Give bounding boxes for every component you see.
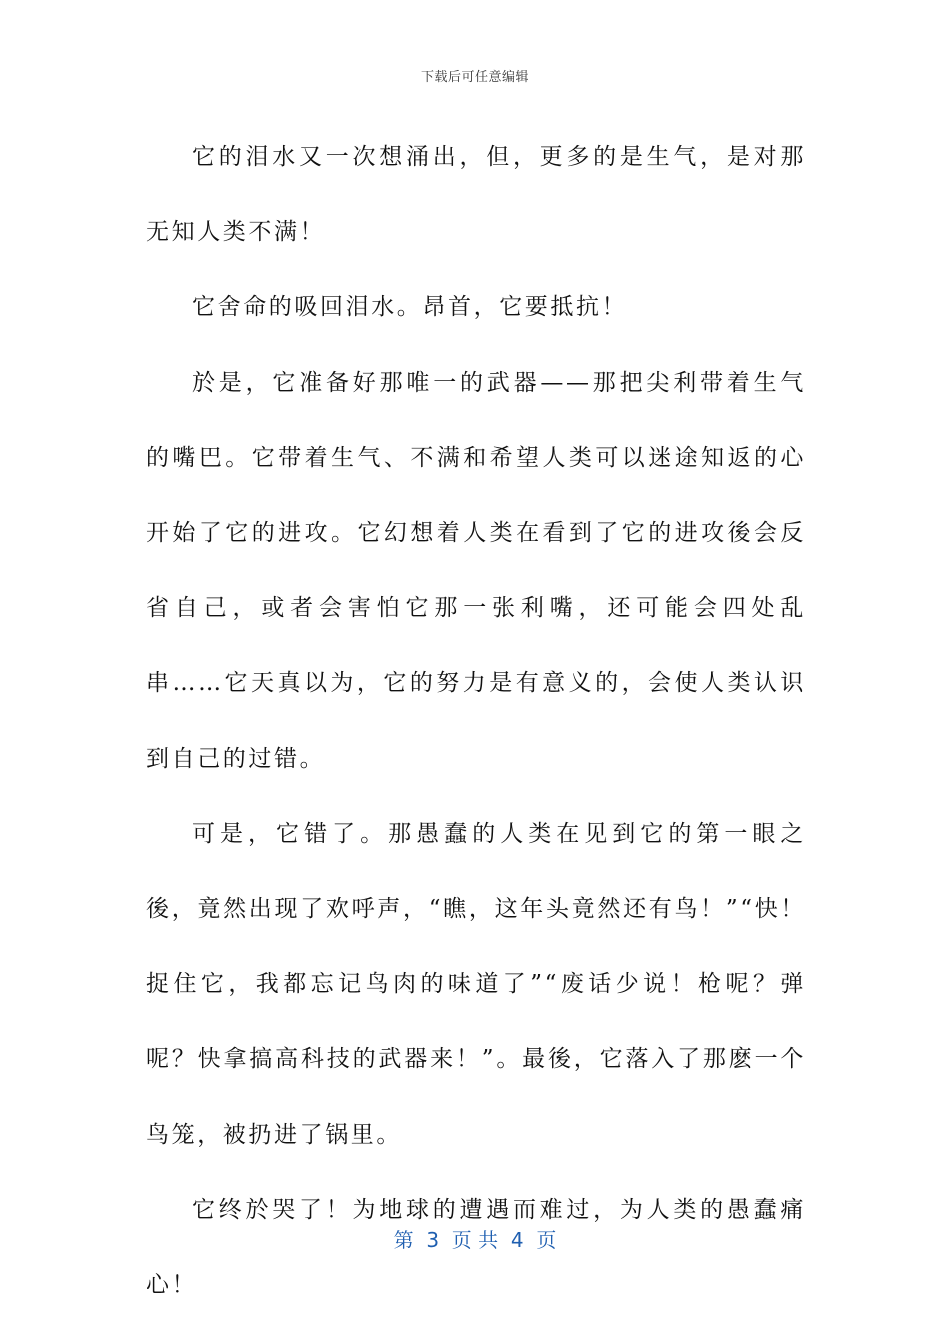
document-body [146,120,806,1323]
paragraph-4: 可是，它错了。那愚蠢的人类在见到它的第一眼之後，竟然出现了欢呼声，“瞧，这年头竟然还有鸟！”“快！捉住它，我都忘记鸟肉的味道了”“废话少说！枪呢？弹呢？快拿搞高科技的武器来！”。最後，它落入了那麽一个鸟笼，被扔进了锅里。 [146,820,806,1148]
paragraph-5: 它终於哭了！为地球的遭遇而难过，为人类的愚蠢痛心！ [146,1196,806,1299]
paragraph-1: 它的泪水又一次想涌出，但，更多的是生气，是对那无知人类不满！ [146,144,806,246]
page-header: 下载后可任意编辑 [420,70,529,85]
paragraph-2: 它舍命的吸回泪水。昂首，它要抵抗！ [192,294,628,321]
page-number-footer: 第 3 页 共 4 页 [393,1228,557,1252]
paragraph-3: 於是，它准备好那唯一的武器——那把尖利带着生气的嘴巴。它带着生气、不满和希望人类可以迷途知返的心开始了它的进攻。它幻想着人类在看到了它的进攻後会反省自己，或者会害怕它那一张利嘴，还可能会四处乱串……它天真以为，它的努力是有意义的，会使人类认识到自己的过错。 [146,369,806,772]
